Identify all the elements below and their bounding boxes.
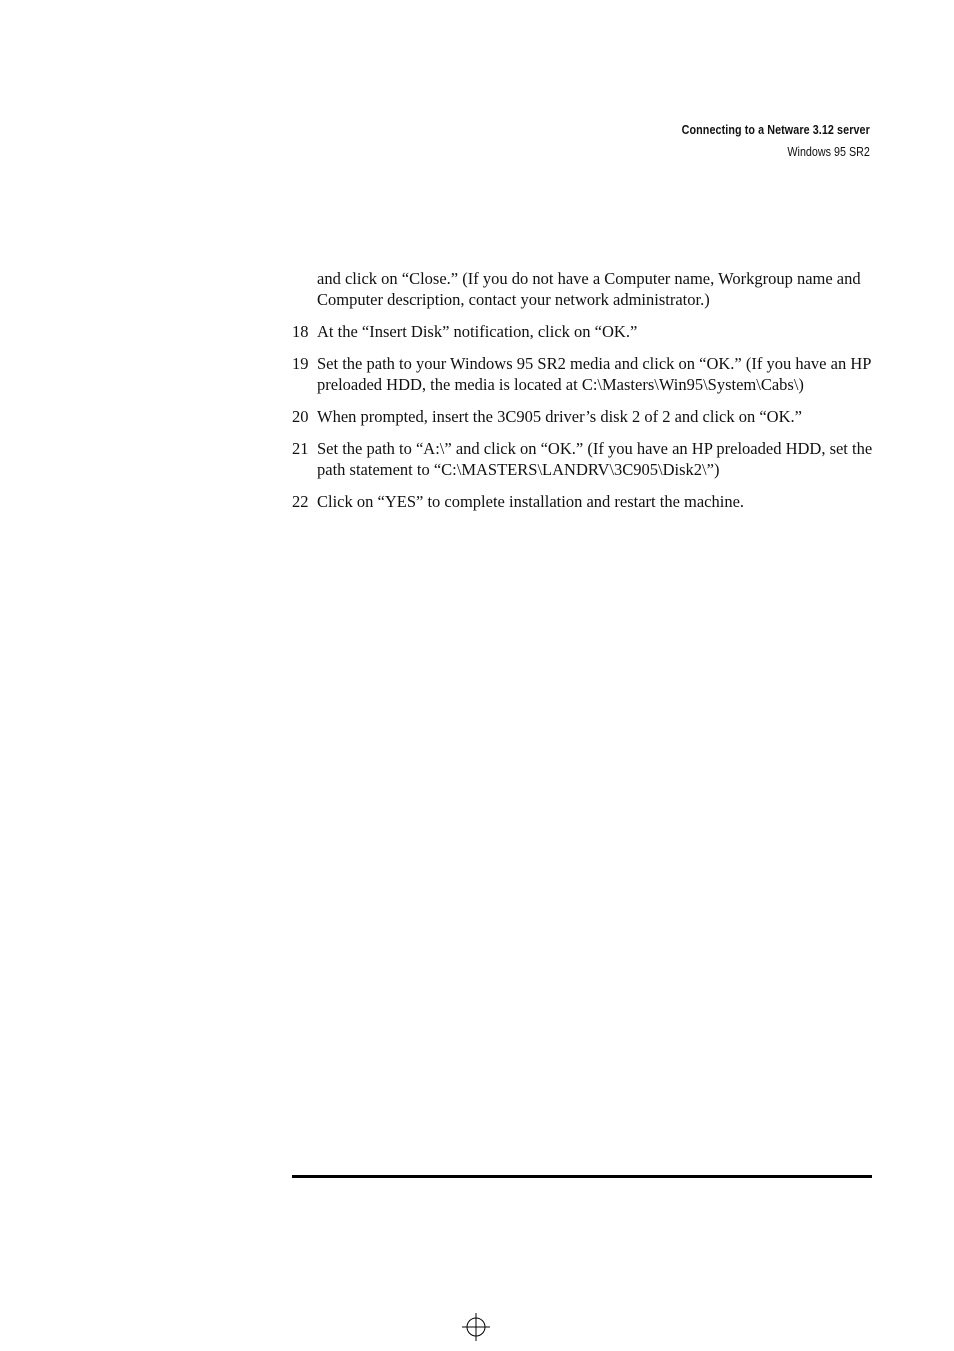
step-text: When prompted, insert the 3C905 driver’s disk 2 of 2 and click on “OK.”	[317, 407, 802, 426]
step-number: 19	[292, 354, 309, 373]
header-subtitle: Windows 95 SR2	[787, 145, 870, 159]
step-number: 20	[292, 407, 309, 426]
step-number: 18	[292, 322, 309, 341]
step-text: Set the path to “A:\” and click on “OK.” (If you have an HP preloaded HDD, set the path statement to “C:\MASTERS\LANDRV\3C905\Disk2\”)	[317, 439, 873, 479]
footer-rule	[292, 1175, 872, 1178]
step-text: Set the path to your Windows 95 SR2 media and click on “OK.” (If you have an HP preloaded HDD, the media is located at C:\Masters\Win95\System\Cabs\)	[317, 354, 871, 394]
page-header	[682, 119, 870, 163]
instruction-list	[292, 268, 877, 523]
step-text: At the “Insert Disk” notification, click on “OK.”	[317, 322, 638, 341]
list-item	[292, 321, 877, 342]
step-number: 22	[292, 492, 309, 511]
step-number: 21	[292, 439, 309, 458]
list-item	[292, 438, 877, 480]
list-item	[292, 406, 877, 427]
list-item	[292, 491, 877, 512]
step-text: Click on “YES” to complete installation and restart the machine.	[317, 492, 745, 511]
list-item	[292, 353, 877, 395]
continuation-paragraph	[292, 268, 877, 310]
registration-crosshair-icon	[462, 1313, 490, 1341]
header-title: Connecting to a Netware 3.12 server	[681, 123, 870, 137]
continuation-text: and click on “Close.” (If you do not have a Computer name, Workgroup name and Computer description, contact your network administrator.)	[317, 269, 861, 309]
